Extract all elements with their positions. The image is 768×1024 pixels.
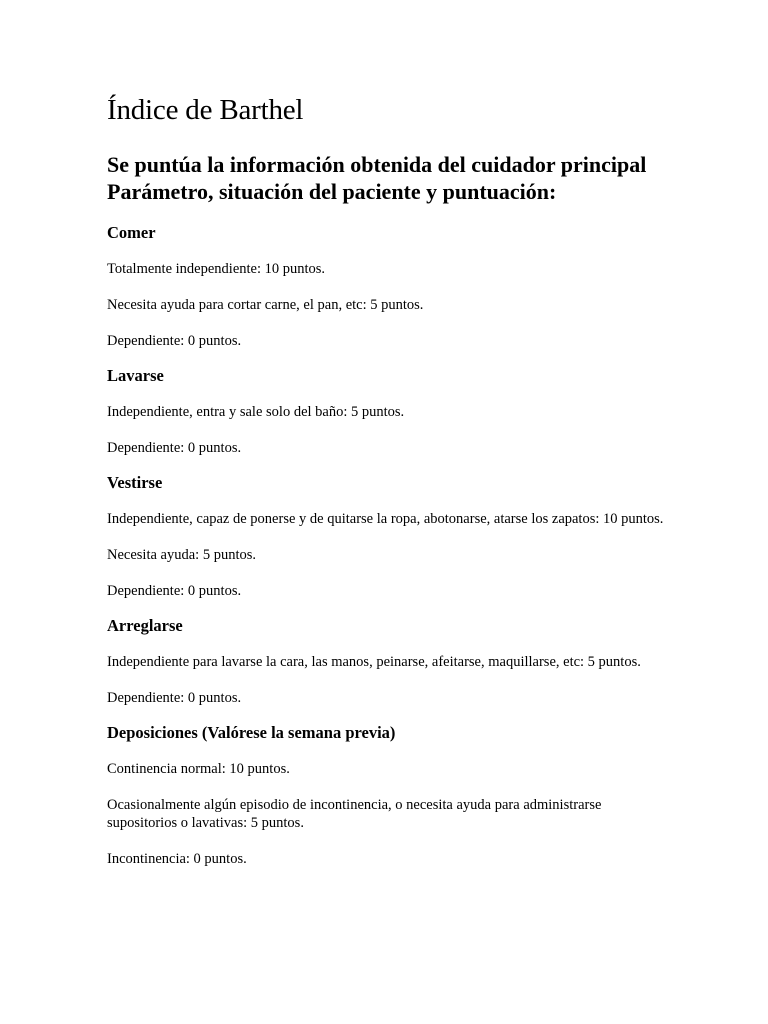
document-page [107, 92, 667, 886]
section-item: Dependiente: 0 puntos. [107, 690, 242, 706]
document-title: Índice de Barthel [107, 94, 304, 126]
section-item: Incontinencia: 0 puntos. [107, 851, 247, 867]
section-item: Dependiente: 0 puntos. [107, 333, 242, 349]
section-heading: Deposiciones (Valórese la semana previa) [107, 723, 396, 742]
section-item: Continencia normal: 10 puntos. [107, 761, 290, 777]
section-heading: Comer [107, 223, 156, 242]
section-heading: Lavarse [107, 366, 164, 385]
section-comer [107, 223, 667, 350]
section-item: Ocasionalmente algún episodio de incontinencia, o necesita ayuda para administrarse supositorios o lavativas: 5 puntos. [107, 797, 602, 831]
subtitle-line-1: Se puntúa la información obtenida del cuidador principal [107, 152, 647, 177]
section-item: Dependiente: 0 puntos. [107, 583, 242, 599]
section-item: Totalmente independiente: 10 puntos. [107, 261, 326, 277]
section-item: Independiente, capaz de ponerse y de quitarse la ropa, abotonarse, atarse los zapatos: 10 puntos. [107, 511, 664, 527]
section-item: Necesita ayuda: 5 puntos. [107, 547, 256, 563]
section-item: Independiente para lavarse la cara, las manos, peinarse, afeitarse, maquillarse, etc: 5 puntos. [107, 654, 641, 670]
document-subtitle [107, 151, 667, 205]
section-item: Dependiente: 0 puntos. [107, 440, 242, 456]
section-lavarse [107, 366, 667, 457]
section-item: Necesita ayuda para cortar carne, el pan, etc: 5 puntos. [107, 297, 424, 313]
section-item: Independiente, entra y sale solo del baño: 5 puntos. [107, 404, 405, 420]
section-heading: Vestirse [107, 473, 163, 492]
section-heading: Arreglarse [107, 616, 183, 635]
section-vestirse [107, 473, 667, 600]
subtitle-line-2: Parámetro, situación del paciente y puntuación: [107, 179, 557, 204]
section-deposiciones [107, 723, 667, 868]
section-arreglarse [107, 616, 667, 707]
